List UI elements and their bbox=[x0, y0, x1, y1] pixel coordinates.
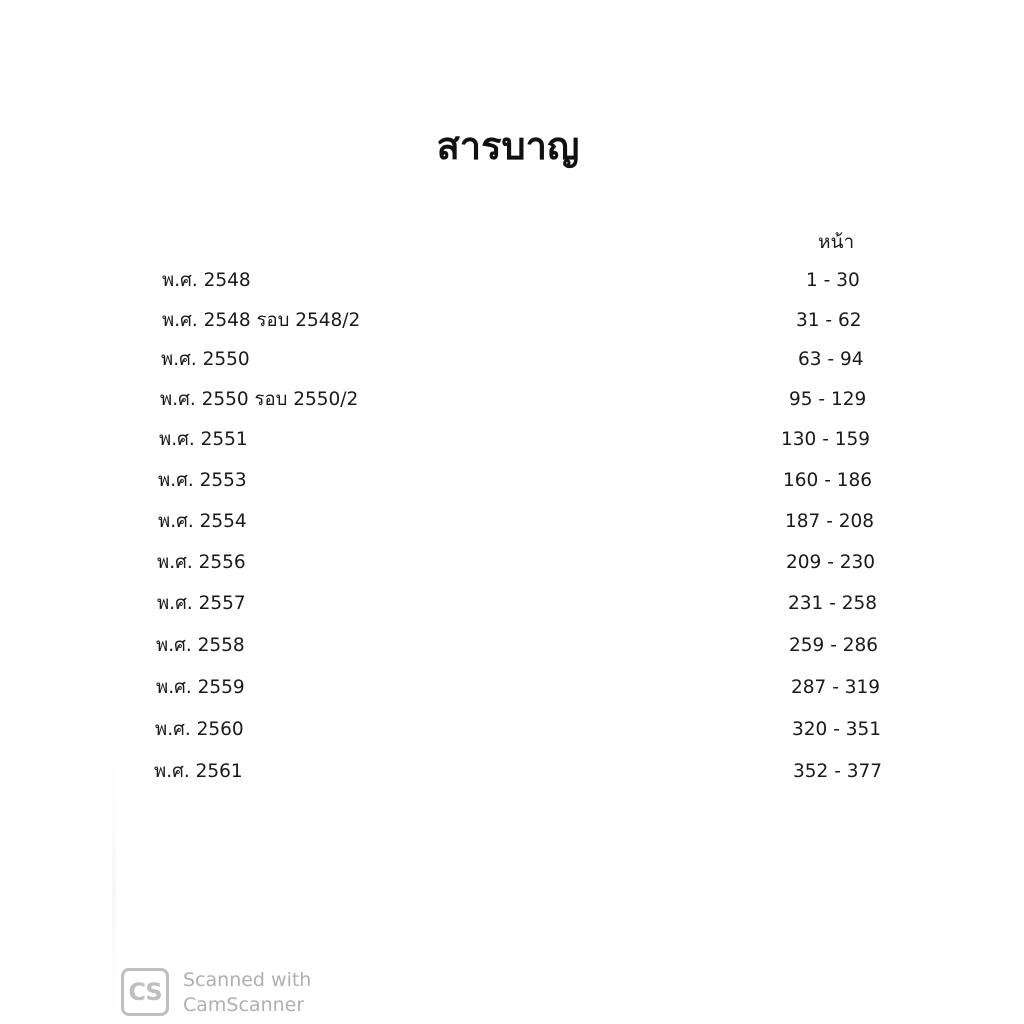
watermark-line-2: CamScanner bbox=[183, 994, 305, 1016]
toc-entry-label: พ.ศ. 2550 รอบ 2550/2 bbox=[160, 389, 359, 410]
toc-row bbox=[159, 425, 919, 455]
toc-entry-label: พ.ศ. 2559 bbox=[156, 677, 245, 698]
toc-row bbox=[155, 715, 915, 745]
toc-entry-pages: 63 - 94 bbox=[798, 349, 864, 370]
toc-entry-label: พ.ศ. 2561 bbox=[154, 761, 243, 782]
toc-entry-label: พ.ศ. 2548 รอบ 2548/2 bbox=[162, 310, 361, 331]
toc-row bbox=[162, 306, 922, 336]
toc-entry-label: พ.ศ. 2554 bbox=[158, 511, 247, 532]
toc-row bbox=[157, 548, 917, 578]
toc-entry-label: พ.ศ. 2558 bbox=[156, 635, 245, 656]
toc-entry-pages: 130 - 159 bbox=[781, 429, 871, 450]
toc-entry-pages: 95 - 129 bbox=[789, 389, 867, 410]
toc-entry-pages: 187 - 208 bbox=[785, 511, 875, 532]
toc-row bbox=[154, 757, 914, 787]
scan-edge-shadow bbox=[112, 760, 116, 1020]
toc-entry-pages: 231 - 258 bbox=[788, 593, 878, 614]
toc-row bbox=[156, 631, 916, 661]
toc-entry-pages: 1 - 30 bbox=[806, 270, 860, 291]
toc-row bbox=[158, 466, 918, 496]
toc-row bbox=[158, 507, 918, 537]
toc-row bbox=[160, 385, 920, 415]
toc-entry-pages: 320 - 351 bbox=[792, 719, 882, 740]
toc-entry-label: พ.ศ. 2556 bbox=[157, 552, 246, 573]
watermark-line-1: Scanned with bbox=[183, 969, 312, 991]
toc-entry-label: พ.ศ. 2560 bbox=[155, 719, 244, 740]
page-column-header: หน้า bbox=[818, 231, 855, 253]
toc-entry-pages: 209 - 230 bbox=[786, 552, 876, 573]
toc-entry-pages: 352 - 377 bbox=[793, 761, 883, 782]
camscanner-watermark bbox=[121, 968, 341, 1020]
toc-row bbox=[157, 589, 917, 619]
toc-row bbox=[161, 345, 921, 375]
toc-entry-label: พ.ศ. 2557 bbox=[157, 593, 246, 614]
toc-entry-pages: 287 - 319 bbox=[791, 677, 881, 698]
toc-entry-label: พ.ศ. 2551 bbox=[159, 429, 248, 450]
page-title: สารบาญ bbox=[436, 124, 580, 168]
toc-row bbox=[162, 266, 922, 296]
toc-entry-pages: 160 - 186 bbox=[783, 470, 873, 491]
toc-entry-pages: 259 - 286 bbox=[789, 635, 879, 656]
toc-entry-pages: 31 - 62 bbox=[796, 310, 862, 331]
toc-entry-label: พ.ศ. 2550 bbox=[161, 349, 250, 370]
camscanner-logo-icon: CS bbox=[121, 968, 169, 1016]
toc-entry-label: พ.ศ. 2548 bbox=[162, 270, 251, 291]
toc-entry-label: พ.ศ. 2553 bbox=[158, 470, 247, 491]
toc-row bbox=[156, 673, 916, 703]
